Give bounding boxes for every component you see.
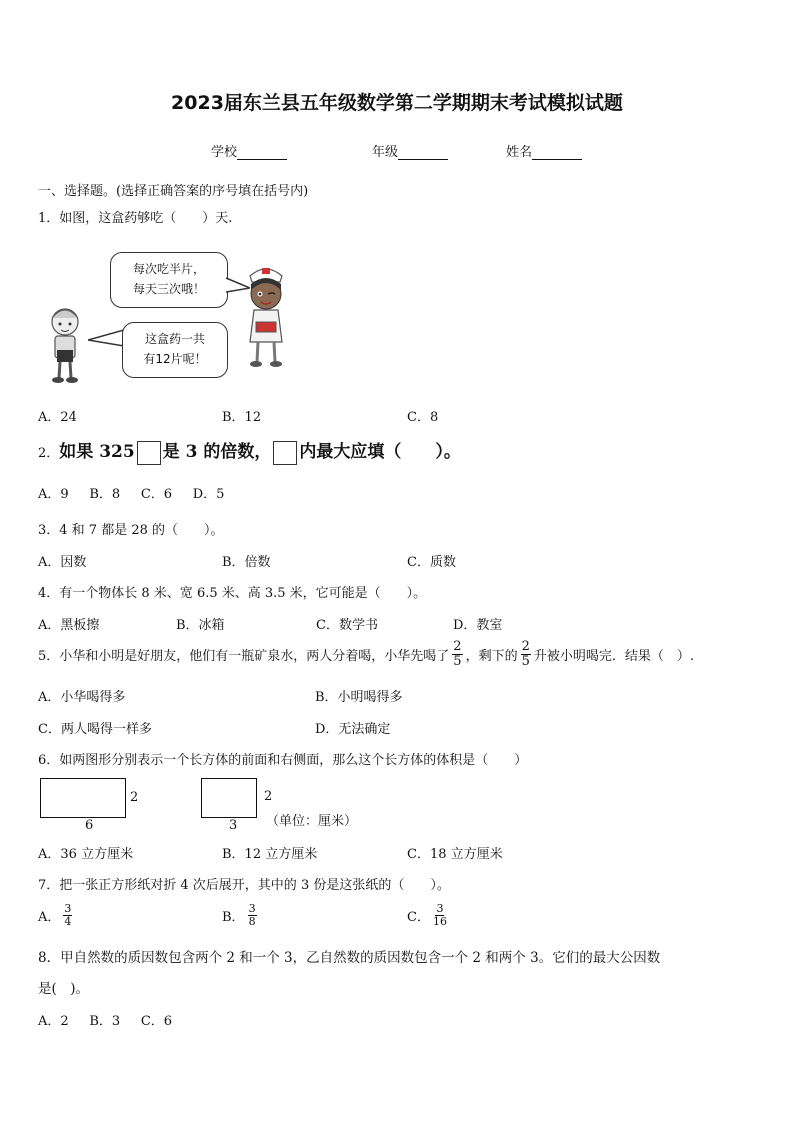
q8-option-c: C．6 — [140, 1014, 173, 1029]
q7-option-a — [38, 903, 75, 928]
q2-text-3: 内最大应填（ ）。 — [299, 442, 461, 462]
q7-option-b — [222, 903, 260, 928]
kid-illustration — [40, 300, 90, 386]
page-title: 2023届东兰县五年级数学第二学期期末考试模拟试题 — [171, 92, 623, 114]
q5-frac2-numerator: 2 — [521, 639, 530, 654]
q7-a-denominator: 4 — [64, 915, 72, 928]
q3-option-a: A．因数 — [38, 555, 87, 570]
kid-speech-bubble — [122, 322, 228, 378]
q8-options — [38, 1010, 172, 1029]
q4-option-b: B．冰箱 — [176, 618, 225, 633]
q4-option-c: C．数学书 — [316, 618, 378, 633]
q5-frac2-denominator: 5 — [521, 654, 530, 669]
q2-option-a: A．9 — [38, 487, 69, 502]
q2-options — [38, 483, 224, 502]
q2-text-2: 是 3 的倍数， — [162, 442, 272, 462]
q5-option-b: B．小明喝得多 — [315, 690, 403, 705]
q2-option-c: C．6 — [140, 487, 173, 502]
front-face-height: 2 — [130, 790, 139, 805]
school-blank — [237, 147, 287, 160]
unit-note: （单位：厘米） — [266, 814, 358, 829]
q7-c-numerator: 3 — [436, 902, 444, 915]
q5-fraction-1 — [452, 640, 462, 669]
school-field — [211, 141, 287, 160]
q5-option-d: D．无法确定 — [315, 722, 391, 737]
name-field — [506, 141, 582, 160]
nurse-illustration — [236, 262, 296, 370]
side-face-rectangle — [201, 778, 257, 818]
school-label: 学校 — [211, 145, 238, 160]
q2-text-1: 如果 325 — [59, 442, 135, 462]
q7-option-c-label: C． — [407, 910, 430, 925]
q6-option-a: A．36 立方厘米 — [38, 847, 134, 862]
side-face-height: 2 — [264, 789, 273, 804]
q5-fraction-2 — [521, 640, 531, 669]
nurse-speech-bubble — [110, 252, 228, 308]
q6-option-b: B．12 立方厘米 — [222, 847, 318, 862]
q5-text-2: ，剩下的 — [465, 649, 518, 664]
question-4: 4．有一个物体长 8 米、宽 6.5 米、高 3.5 米，它可能是（ ）。 — [38, 586, 427, 601]
q2-blank-box-1 — [137, 441, 161, 465]
q7-option-c-fraction — [433, 903, 447, 928]
q1-option-c: C．8 — [407, 410, 439, 425]
q7-b-denominator: 8 — [248, 915, 256, 928]
question-2 — [38, 437, 461, 465]
q1-option-a: A．24 — [38, 410, 77, 425]
q7-option-a-fraction — [63, 903, 72, 928]
q6-option-c: C．18 立方厘米 — [407, 847, 503, 862]
kid-bubble-line-2: 有12片呢！ — [143, 352, 207, 366]
q3-option-b: B．倍数 — [222, 555, 271, 570]
grade-blank — [398, 147, 448, 160]
q7-option-c — [407, 903, 450, 928]
q4-option-d: D．教室 — [453, 618, 503, 633]
q8-option-a: A．2 — [38, 1014, 69, 1029]
nurse-bubble-line-2: 每天三次哦！ — [132, 282, 205, 296]
nurse-bubble-line-1: 每次吃半片， — [132, 262, 205, 276]
name-label: 姓名 — [506, 145, 533, 160]
question-3: 3．4 和 7 都是 28 的（ ）。 — [38, 523, 224, 538]
question-1: 1．如图，这盒药够吃（ ）天. — [38, 211, 233, 226]
grade-field — [372, 141, 448, 160]
question-8-line-2: 是( )。 — [38, 981, 90, 997]
question-5 — [38, 640, 694, 669]
q3-option-c: C．质数 — [407, 555, 456, 570]
q5-text-3: 升被小明喝完．结果（ ）. — [533, 649, 694, 664]
q7-option-a-label: A． — [38, 910, 61, 925]
name-blank — [532, 147, 582, 160]
q5-frac1-denominator: 5 — [453, 654, 462, 669]
q7-b-numerator: 3 — [248, 902, 256, 915]
front-face-length: 6 — [85, 818, 94, 833]
side-face-width: 3 — [229, 818, 238, 833]
q2-blank-box-2 — [273, 441, 297, 465]
q5-option-a: A．小华喝得多 — [38, 690, 126, 705]
q5-option-c: C．两人喝得一样多 — [38, 722, 152, 737]
q7-option-b-fraction — [248, 903, 257, 928]
q7-c-denominator: 16 — [432, 915, 447, 928]
q5-frac1-numerator: 2 — [453, 639, 462, 654]
q1-option-b: B．12 — [222, 410, 262, 425]
q4-option-a: A．黑板擦 — [38, 618, 100, 633]
front-face-rectangle — [40, 778, 126, 818]
question-6: 6．如两图形分别表示一个长方体的前面和右侧面，那么这个长方体的体积是（ ） — [38, 753, 528, 768]
q7-option-b-label: B． — [222, 910, 245, 925]
q7-a-numerator: 3 — [64, 902, 72, 915]
question-8-line-1: 8．甲自然数的质因数包含两个 2 和一个 3，乙自然数的质因数包含一个 2 和两个 3。它们的最大公因数 — [38, 950, 661, 966]
q2-option-d: D．5 — [192, 487, 225, 502]
kid-bubble-tail — [88, 326, 124, 350]
q2-option-b: B．8 — [89, 487, 121, 502]
q8-option-b: B．3 — [89, 1014, 121, 1029]
kid-bubble-line-1: 这盒药一共 — [144, 332, 205, 346]
q2-number: 2． — [38, 446, 60, 461]
q5-text-1: 5．小华和小明是好朋友，他们有一瓶矿泉水，两人分着喝，小华先喝了 — [38, 649, 450, 664]
grade-label: 年级 — [372, 145, 399, 160]
question-7: 7．把一张正方形纸对折 4 次后展开，其中的 3 份是这张纸的（ ）。 — [38, 878, 450, 893]
section-heading: 一、选择题。(选择正确答案的序号填在括号内) — [38, 184, 309, 199]
